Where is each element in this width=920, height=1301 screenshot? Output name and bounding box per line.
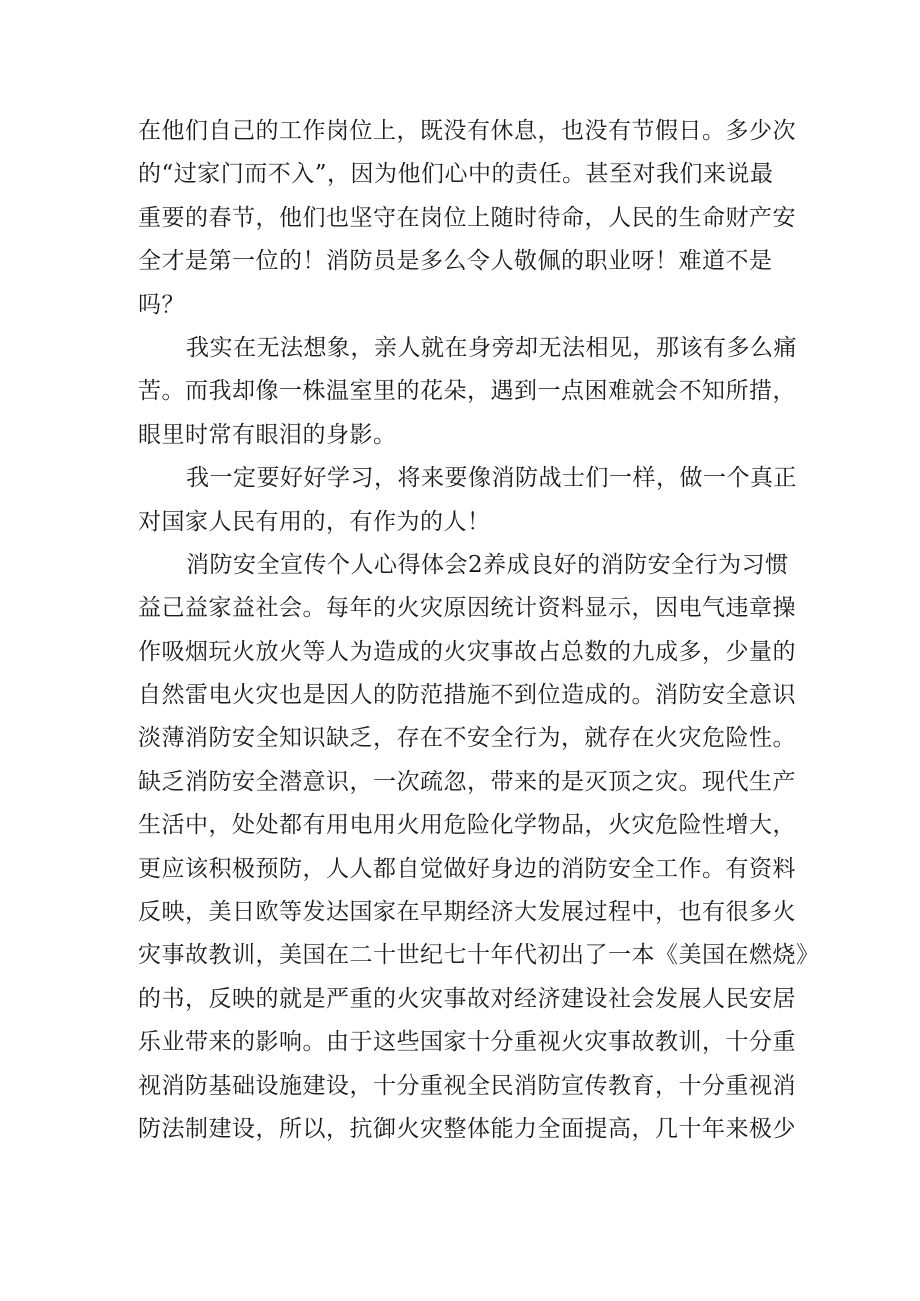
text-line: 防法制建设，所以，抗御火灾整体能力全面提高，几十年来极少 bbox=[138, 1115, 796, 1142]
text-line: 反映，美日欧等发达国家在早期经济大发展过程中，也有很多火 bbox=[138, 899, 796, 926]
text-line: 淡薄消防安全知识缺乏，存在不安全行为，就存在火灾危险性。 bbox=[138, 725, 796, 752]
text-line: 乐业带来的影响。由于这些国家十分重视火灾事故教训，十分重 bbox=[138, 1029, 796, 1056]
text-line: 重要的春节，他们也坚守在岗位上随时待命，人民的生命财产安 bbox=[138, 204, 796, 231]
text-line: 消防安全宣传个人心得体会2养成良好的消防安全行为习惯 bbox=[186, 551, 789, 578]
text-line: 灾事故教训，美国在二十世纪七十年代初出了一本《美国在燃烧》 bbox=[138, 942, 820, 969]
text-line: 眼里时常有眼泪的身影。 bbox=[138, 421, 397, 448]
text-line: 缺乏消防安全潜意识，一次疏忽，带来的是灭顶之灾。现代生产 bbox=[138, 768, 796, 795]
text-line: 的书，反映的就是严重的火灾事故对经济建设社会发展人民安居 bbox=[138, 985, 796, 1012]
text-line: 视消防基础设施建设，十分重视全民消防宣传教育，十分重视消 bbox=[138, 1072, 796, 1099]
document-body bbox=[138, 110, 820, 1151]
text-line: 在他们自己的工作岗位上，既没有休息，也没有节假日。多少次 bbox=[138, 118, 796, 144]
text-line: 苦。而我却像一株温室里的花朵，遇到一点困难就会不知所措， bbox=[138, 378, 796, 405]
text-line: 我实在无法想象，亲人就在身旁却无法相见，那该有多么痛 bbox=[186, 334, 797, 361]
text-line: 自然雷电火灾也是因人的防范措施不到位造成的。消防安全意识 bbox=[138, 682, 796, 709]
text-line: 吗？ bbox=[138, 291, 185, 318]
text-line: 益己益家益社会。每年的火灾原因统计资料显示，因电气违章操 bbox=[138, 595, 796, 622]
text-line: 生活中，处处都有用电用火用危险化学物品，火灾危险性增大， bbox=[138, 812, 796, 839]
text-line: 更应该积极预防，人人都自觉做好身边的消防安全工作。有资料 bbox=[138, 855, 796, 882]
text-line: 我一定要好好学习，将来要像消防战士们一样，做一个真正 bbox=[186, 465, 797, 492]
text-line: 对国家人民有用的，有作为的人！ bbox=[138, 508, 491, 535]
text-line: 的“过家门而不入”，因为他们心中的责任。甚至对我们来说最 bbox=[138, 161, 774, 188]
text-line: 作吸烟玩火放火等人为造成的火灾事故占总数的九成多，少量的 bbox=[138, 638, 796, 665]
text-line: 全才是第一位的！消防员是多么令人敬佩的职业呀！难道不是 bbox=[138, 248, 773, 275]
